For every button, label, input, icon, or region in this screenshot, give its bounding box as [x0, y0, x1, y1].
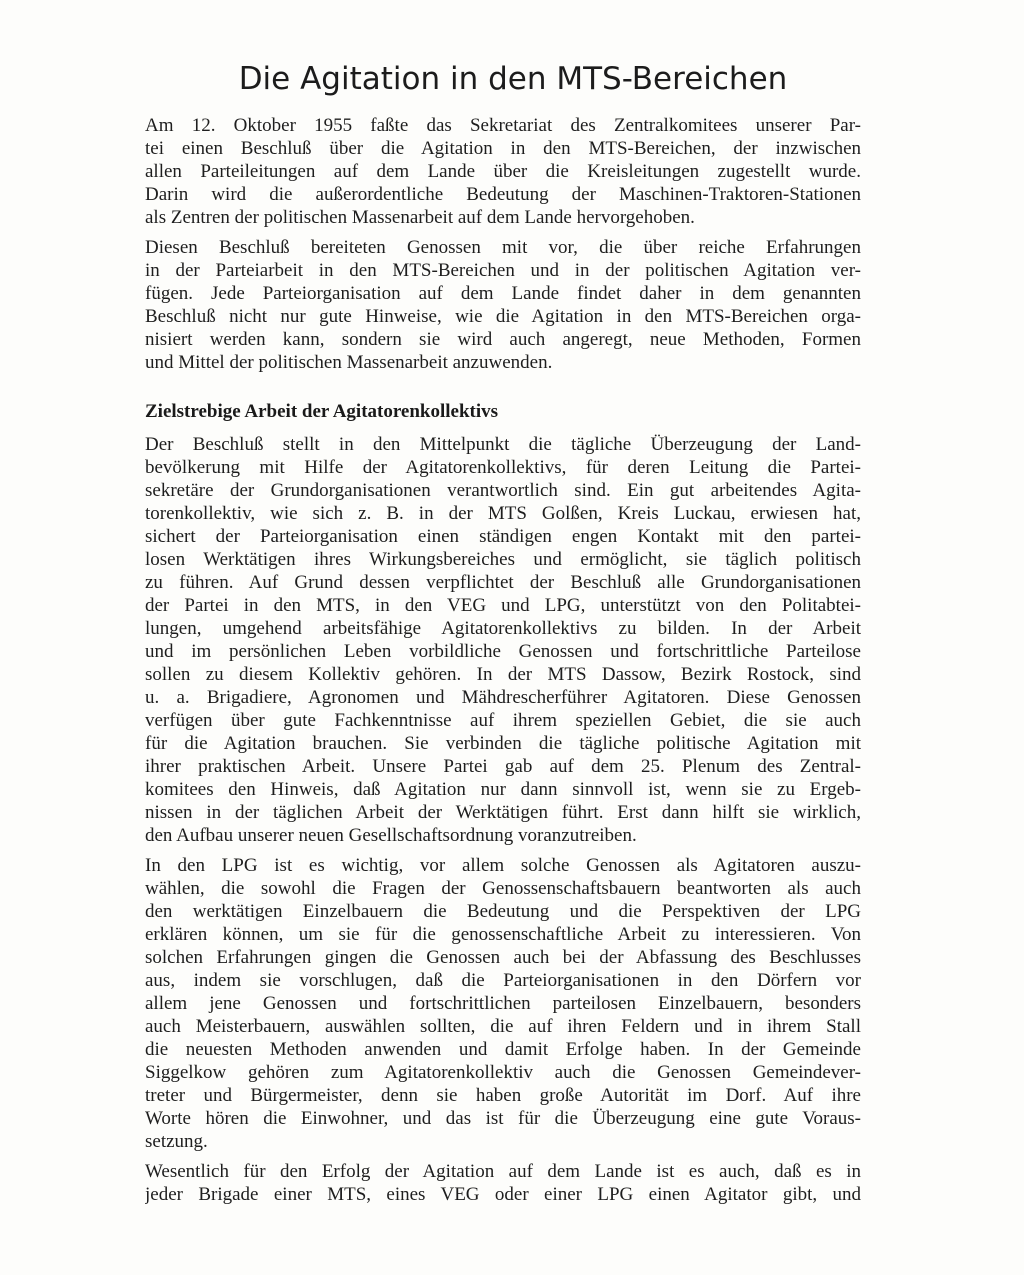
- text-line: setzung.: [145, 1131, 208, 1152]
- text-line: nisiert werden kann, sondern sie wird auch angeregt, neue Methoden, Formen: [145, 329, 861, 350]
- page-title: Die Agitation in den MTS-Bereichen: [238, 61, 788, 97]
- text-line: Diesen Beschluß bereiteten Genossen mit vor, die über reiche Erfahrungen: [145, 237, 861, 258]
- text-line: tei einen Beschluß über die Agitation in den MTS-Bereichen, der inzwischen: [145, 138, 861, 159]
- paragraph: [145, 854, 861, 1153]
- text-line: treter und Bürgermeister, denn sie haben große Autorität im Dorf. Auf ihre: [145, 1085, 861, 1106]
- text-line: sichert der Parteiorganisation einen ständigen engen Kontakt mit den partei-: [145, 526, 861, 547]
- text-line: die neuesten Methoden anwenden und damit Erfolge haben. In der Gemeinde: [145, 1039, 861, 1060]
- paragraph: [145, 1160, 861, 1206]
- text-line: torenkollektiv, wie sich z. B. in der MTS Golßen, Kreis Luckau, erwiesen hat,: [145, 503, 861, 524]
- text-line: als Zentren der politischen Massenarbeit auf dem Lande hervorgehoben.: [145, 207, 695, 228]
- text-line: der Partei in den MTS, in den VEG und LPG, unterstützt von den Politabtei-: [145, 595, 861, 616]
- text-line: verfügen über gute Fachkenntnisse auf ihrem speziellen Gebiet, die sie auch: [145, 710, 861, 731]
- text-line: und Mittel der politischen Massenarbeit anzuwenden.: [145, 352, 553, 373]
- text-line: den Aufbau unserer neuen Gesellschaftsordnung voranzutreiben.: [145, 825, 637, 846]
- text-line: u. a. Brigadiere, Agronomen und Mähdrescherführer Agitatoren. Diese Genossen: [145, 687, 861, 708]
- text-line: In den LPG ist es wichtig, vor allem solche Genossen als Agitatoren auszu-: [145, 855, 861, 876]
- text-line: allem jene Genossen und fortschrittlichen parteilosen Einzelbauern, besonders: [145, 993, 861, 1014]
- text-line: Worte hören die Einwohner, und das ist für die Überzeugung eine gute Voraus-: [145, 1108, 861, 1129]
- text-line: auch Meisterbauern, auswählen sollten, die auf ihren Feldern und in ihrem Stall: [145, 1016, 861, 1037]
- paragraph: [145, 433, 861, 847]
- text-line: nissen in der täglichen Arbeit der Werktätigen führt. Erst dann hilft sie wirklich,: [145, 802, 861, 823]
- text-line: Beschluß nicht nur gute Hinweise, wie die Agitation in den MTS-Bereichen orga-: [145, 306, 861, 327]
- text-line: Am 12. Oktober 1955 faßte das Sekretariat des Zentralkomitees unserer Par-: [145, 115, 861, 136]
- text-line: zu führen. Auf Grund dessen verpflichtet der Beschluß alle Grundorganisationen: [145, 572, 861, 593]
- text-line: Wesentlich für den Erfolg der Agitation auf dem Lande ist es auch, daß es in: [145, 1161, 861, 1182]
- text-line: aus, indem sie vorschlugen, daß die Parteiorganisationen in den Dörfern vor: [145, 970, 861, 991]
- text-line: lungen, umgehend arbeitsfähige Agitatorenkollektivs zu bilden. In der Arbeit: [145, 618, 861, 639]
- text-line: und im persönlichen Leben vorbildliche Genossen und fortschrittliche Parteilose: [145, 641, 861, 662]
- text-line: bevölkerung mit Hilfe der Agitatorenkollektivs, für deren Leitung die Partei-: [145, 457, 861, 478]
- text-line: sollen zu diesem Kollektiv gehören. In der MTS Dassow, Bezirk Rostock, sind: [145, 664, 861, 685]
- text-line: sekretäre der Grundorganisationen verantwortlich sind. Ein gut arbeitendes Agita-: [145, 480, 861, 501]
- text-line: fügen. Jede Parteiorganisation auf dem Lande findet daher in dem genannten: [145, 283, 861, 304]
- text-line: solchen Erfahrungen gingen die Genossen auch bei der Abfassung des Beschlusses: [145, 947, 861, 968]
- text-line: den werktätigen Einzelbauern die Bedeutung und die Perspektiven der LPG: [145, 901, 861, 922]
- paragraph: [145, 236, 861, 374]
- section-heading: Zielstrebige Arbeit der Agitatorenkollektivs: [145, 401, 499, 422]
- text-line: Darin wird die außerordentliche Bedeutung der Maschinen-Traktoren-Stationen: [145, 184, 861, 205]
- paragraph: [145, 114, 861, 229]
- article-body: [145, 114, 861, 1206]
- text-line: jeder Brigade einer MTS, eines VEG oder einer LPG einen Agitator gibt, und: [145, 1184, 861, 1205]
- text-line: Siggelkow gehören zum Agitatorenkollektiv auch die Genossen Gemeindever-: [145, 1062, 861, 1083]
- text-line: erklären können, um sie für die genossenschaftliche Arbeit zu interessieren. Von: [145, 924, 861, 945]
- text-line: losen Werktätigen ihres Wirkungsbereiches und ermöglicht, sie täglich politisch: [145, 549, 861, 570]
- text-line: wählen, die sowohl die Fragen der Genossenschaftsbauern beantworten als auch: [145, 878, 861, 899]
- text-line: komitees den Hinweis, daß Agitation nur dann sinnvoll ist, wenn sie zu Ergeb-: [145, 779, 861, 800]
- text-line: allen Parteileitungen auf dem Lande über die Kreisleitungen zugestellt wurde.: [145, 161, 861, 182]
- text-line: für die Agitation brauchen. Sie verbinden die tägliche politische Agitation mit: [145, 733, 861, 754]
- text-line: Der Beschluß stellt in den Mittelpunkt die tägliche Überzeugung der Land-: [145, 434, 861, 455]
- text-line: in der Parteiarbeit in den MTS-Bereichen und in der politischen Agitation ver-: [145, 260, 861, 281]
- text-line: ihrer praktischen Arbeit. Unsere Partei gab auf dem 25. Plenum des Zentral-: [145, 756, 861, 777]
